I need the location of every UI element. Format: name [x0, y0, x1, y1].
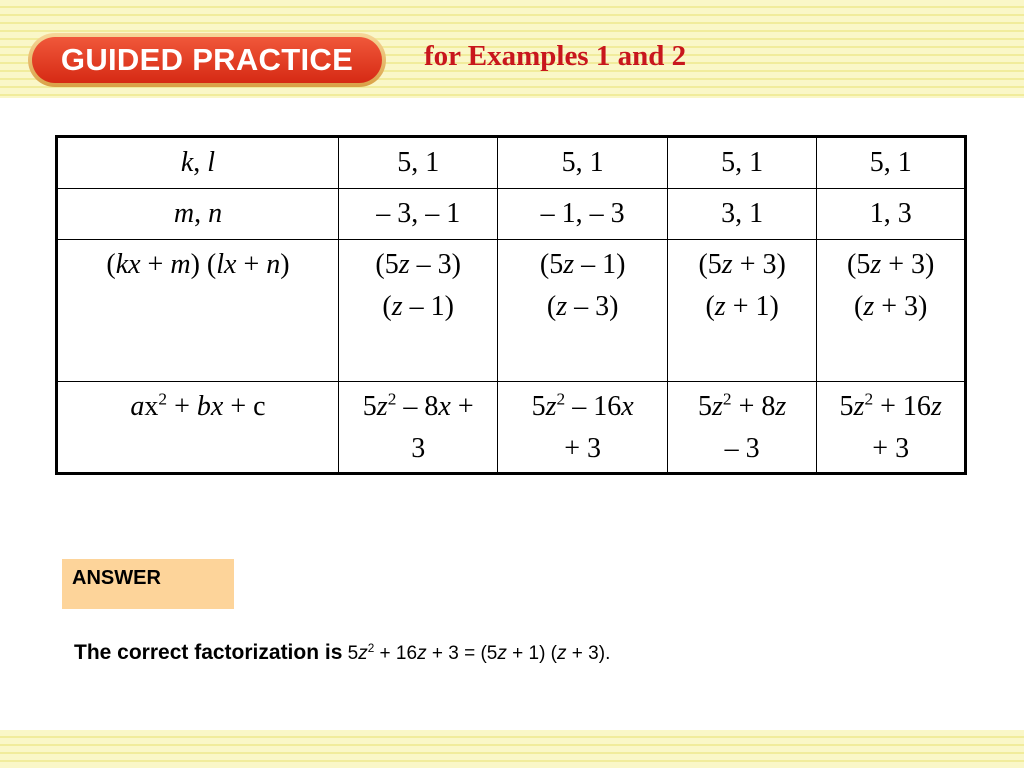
- table-cell: 5, 1: [667, 137, 817, 189]
- table-cell: (5z + 3) (z + 1): [667, 240, 817, 382]
- conclusion-math: $5z^2 + 16z + 3 = (5z + 1) (z + 3)$.: [347, 641, 611, 664]
- table-cell: $5z^2 + 8z$ – 3: [667, 382, 817, 474]
- table-cell: 1, 3: [817, 189, 966, 240]
- table-row-kl: [57, 137, 966, 189]
- row-label-binomials: (kx + m) (lx + n): [57, 240, 339, 382]
- table-row-mn: [57, 189, 966, 240]
- row-label-mn: m, n: [57, 189, 339, 240]
- table-row-binomials: [57, 240, 966, 382]
- table-row-trinomials: [57, 382, 966, 474]
- table-cell: $5z^2 - 8x$ + 3: [338, 382, 497, 474]
- factor-table: [55, 135, 967, 475]
- conclusion-text: [74, 640, 610, 665]
- badge-label: GUIDED PRACTICE: [60, 42, 354, 77]
- table-cell: – 1, – 3: [498, 189, 667, 240]
- guided-practice-badge: [28, 33, 386, 87]
- row-label-trinomials: $ax^2$ + bx + c: [57, 382, 339, 474]
- answer-label: ANSWER: [72, 567, 161, 589]
- table-cell: 5, 1: [817, 137, 966, 189]
- conclusion-lead: The correct factorization is: [74, 641, 343, 664]
- table-cell: (5z – 1) (z – 3): [498, 240, 667, 382]
- answer-box: [62, 559, 234, 609]
- table-cell: 3, 1: [667, 189, 817, 240]
- table-cell: 5, 1: [338, 137, 497, 189]
- table-cell: 5, 1: [498, 137, 667, 189]
- table-cell: $5z^2 + 16z$ + 3: [817, 382, 966, 474]
- footer-stripe-band: [0, 730, 1024, 768]
- table-cell: (5z + 3) (z + 3): [817, 240, 966, 382]
- table-cell: (5z – 3) (z – 1): [338, 240, 497, 382]
- page-subtitle: for Examples 1 and 2: [424, 40, 687, 72]
- table-cell: $5z^2 - 16x$ + 3: [498, 382, 667, 474]
- table-cell: – 3, – 1: [338, 189, 497, 240]
- row-label-kl: k, l: [57, 137, 339, 189]
